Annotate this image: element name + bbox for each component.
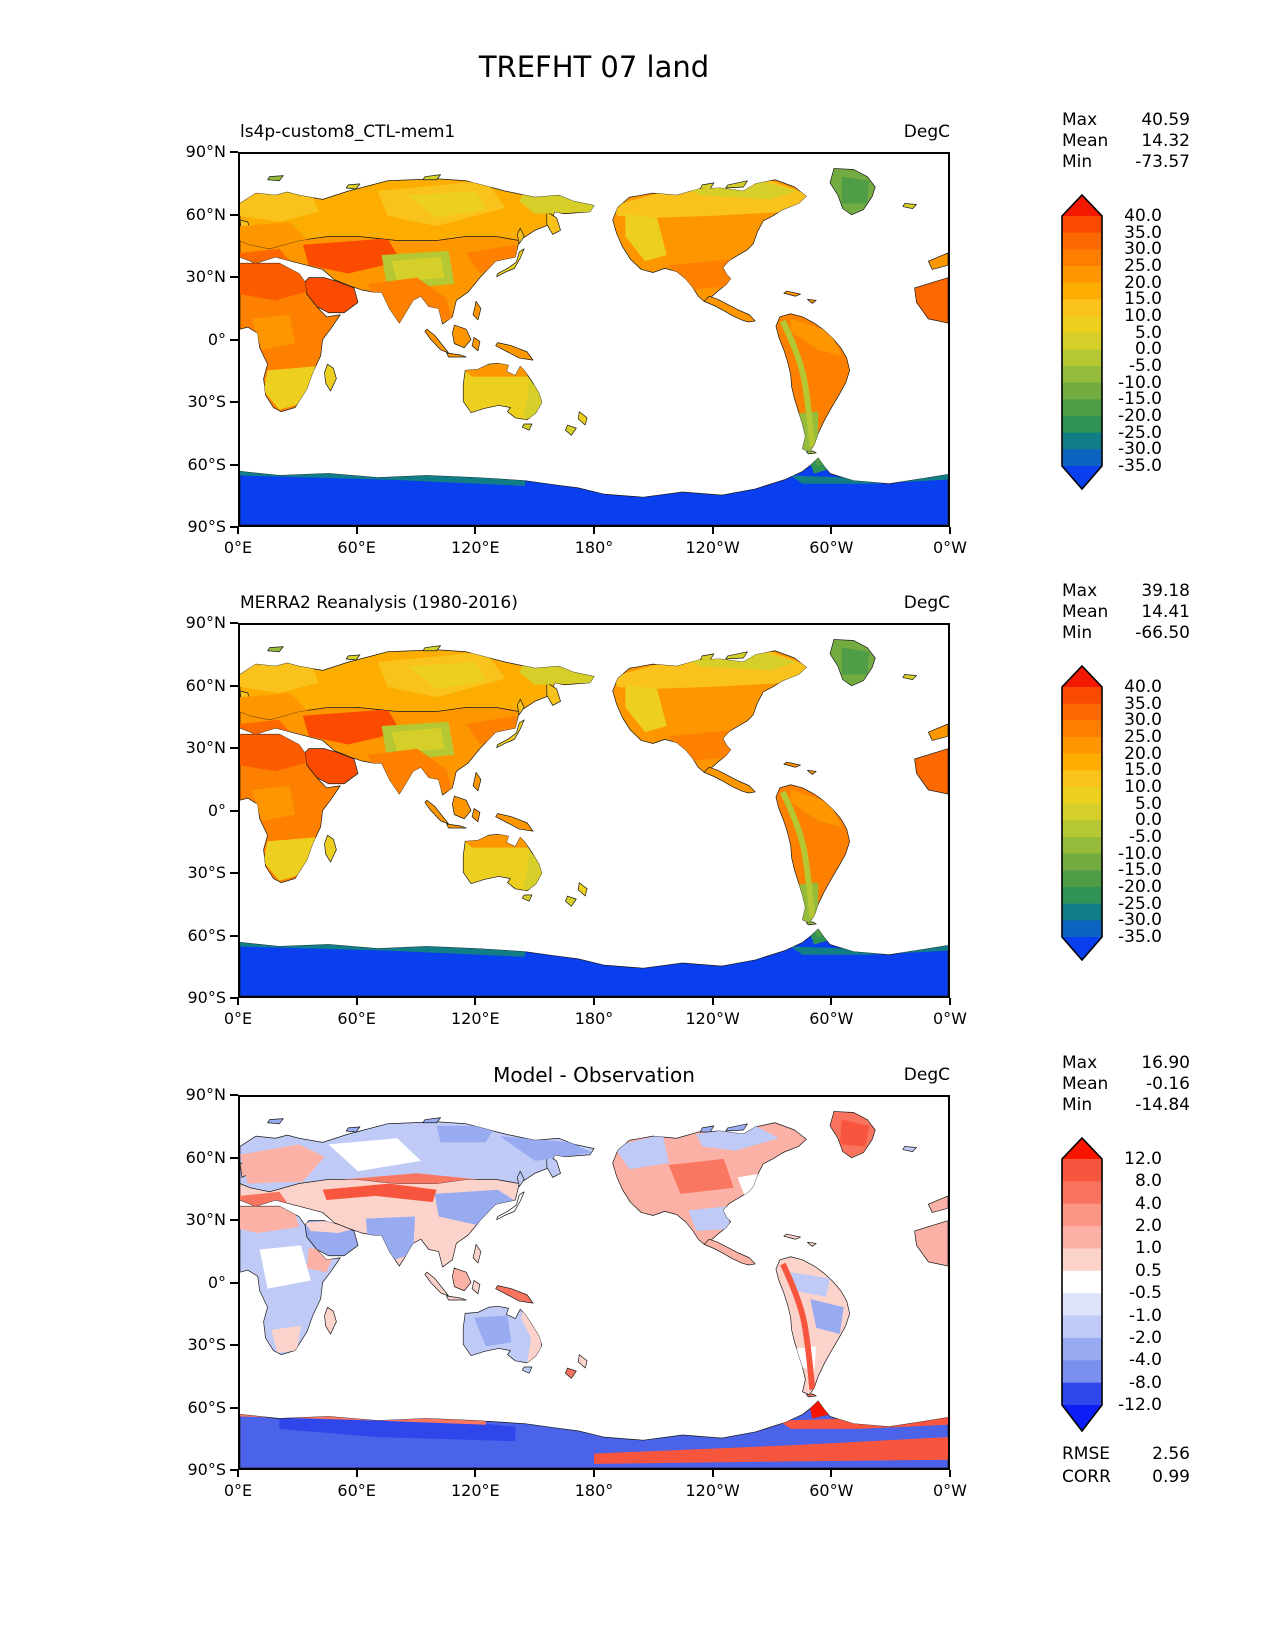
world-map	[240, 1097, 948, 1468]
y-tick-label: 30°S	[187, 863, 226, 882]
colorbar-tick-label: -35.0	[1118, 456, 1162, 476]
colorbar-tick-label: 0.0	[1134, 339, 1162, 360]
colorbar-tick-label: 10.0	[1124, 777, 1162, 797]
y-tick-label: 90°S	[187, 517, 226, 536]
y-tick-label: 90°N	[185, 142, 226, 161]
x-tick-mark	[356, 998, 358, 1005]
y-tick-mark	[230, 1407, 238, 1409]
panel-difference	[0, 1053, 1275, 1525]
stat-value: 40.59	[1141, 110, 1190, 130]
colorbar-tick-label: 35.0	[1124, 693, 1162, 714]
y-tick-mark	[230, 1094, 238, 1096]
units-label: DegC	[903, 1065, 950, 1085]
stat-row-max	[1062, 1053, 1190, 1074]
stat-label: Max	[1062, 581, 1098, 601]
x-tick-mark	[949, 1470, 951, 1477]
colorbar-gradient	[1060, 665, 1104, 961]
stat-label: Min	[1062, 623, 1093, 643]
colorbar-tick-label: -10.0	[1118, 843, 1162, 864]
x-tick-label: 60°W	[809, 1481, 854, 1500]
y-tick-label: 90°N	[185, 613, 226, 632]
x-tick-label: 180°	[574, 1481, 614, 1500]
x-tick-mark	[237, 527, 239, 534]
world-map	[240, 625, 948, 996]
colorbar-tick-label: -10.0	[1118, 372, 1162, 393]
y-tick-mark	[230, 872, 238, 874]
y-tick-label: 30°N	[185, 738, 226, 757]
y-tick-mark	[230, 151, 238, 153]
skill-scores	[1062, 1443, 1190, 1489]
colorbar-tick-label: -25.0	[1118, 893, 1162, 914]
y-tick-label: 30°S	[187, 392, 226, 411]
panel-title: ls4p-custom8_CTL-mem1	[240, 122, 456, 142]
stat-value: 2.56	[1152, 1444, 1190, 1464]
x-tick-label: 180°	[574, 538, 614, 557]
panel-model	[0, 110, 1275, 582]
x-tick-label: 60°E	[337, 1481, 376, 1500]
colorbar-tick-label: -20.0	[1118, 877, 1162, 897]
y-tick-label: 90°S	[187, 1460, 226, 1479]
colorbar-tick-label: -30.0	[1118, 910, 1162, 931]
colorbar-tick-label: -5.0	[1128, 827, 1162, 847]
colorbar-tick-label: -30.0	[1118, 439, 1162, 460]
colorbar-tick-label: 20.0	[1124, 743, 1162, 764]
stat-value: -66.50	[1135, 623, 1190, 643]
stat-row-mean	[1062, 1074, 1190, 1095]
stat-row-min	[1062, 1095, 1190, 1116]
x-tick-label: 0°W	[933, 538, 967, 557]
stat-label: RMSE	[1062, 1444, 1111, 1464]
x-tick-label: 60°W	[809, 538, 854, 557]
x-tick-mark	[474, 527, 476, 534]
y-tick-label: 60°N	[185, 1147, 226, 1167]
stat-label: Max	[1062, 1053, 1098, 1073]
x-tick-label: 0°W	[933, 1481, 967, 1500]
stat-row-mean	[1062, 131, 1190, 152]
colorbar-tick-label: -12.0	[1118, 1395, 1162, 1415]
colorbar-tick-label: 30.0	[1124, 710, 1162, 731]
x-tick-label: 60°E	[337, 1009, 376, 1028]
colorbar-tick-label: 10.0	[1124, 306, 1162, 326]
colorbar-tick-label: 35.0	[1124, 222, 1162, 243]
colorbar-tick-label: -5.0	[1128, 356, 1162, 376]
world-map	[240, 154, 948, 525]
units-label: DegC	[903, 122, 950, 142]
panel-reanalysis	[0, 581, 1275, 1053]
x-tick-label: 120°E	[451, 1481, 500, 1500]
y-tick-mark	[230, 214, 238, 216]
x-tick-mark	[474, 998, 476, 1005]
x-tick-mark	[712, 998, 714, 1005]
x-tick-label: 0°E	[223, 1481, 253, 1500]
stat-label: Max	[1062, 110, 1098, 130]
units-label: DegC	[903, 593, 950, 613]
stat-row-max	[1062, 110, 1190, 131]
stat-value: -14.84	[1135, 1095, 1190, 1115]
colorbar-tick-label: -15.0	[1118, 389, 1162, 410]
colorbar-tick-label: -2.0	[1128, 1327, 1162, 1348]
y-tick-mark	[230, 622, 238, 624]
x-tick-label: 0°W	[933, 1009, 967, 1028]
x-tick-mark	[830, 1470, 832, 1477]
x-tick-mark	[593, 1470, 595, 1477]
colorbar-tick-label: -25.0	[1118, 422, 1162, 443]
x-tick-label: 0°E	[223, 538, 253, 557]
y-tick-label: 30°N	[185, 267, 226, 286]
colorbar-tick-label: 40.0	[1124, 206, 1162, 226]
y-tick-mark	[230, 935, 238, 937]
colorbar-tick-label: 12.0	[1124, 1149, 1162, 1169]
panel-title: MERRA2 Reanalysis (1980-2016)	[240, 593, 518, 613]
stat-row-min	[1062, 152, 1190, 173]
y-tick-mark	[230, 747, 238, 749]
stat-row-rmse	[1062, 1443, 1190, 1466]
y-tick-mark	[230, 1157, 238, 1159]
y-tick-label: 0°	[207, 800, 226, 820]
colorbar-tick-label: 8.0	[1134, 1171, 1162, 1192]
colorbar-tick-label: 0.5	[1134, 1260, 1162, 1281]
colorbar-tick-label: -20.0	[1118, 406, 1162, 426]
y-tick-label: 60°S	[187, 925, 226, 945]
colorbar-tick-label: 0.0	[1134, 810, 1162, 831]
x-tick-label: 120°E	[451, 1009, 500, 1028]
stat-row-mean	[1062, 602, 1190, 623]
figure-title: TREFHT 07 land	[478, 50, 710, 84]
colorbar-tick-label: 1.0	[1134, 1238, 1162, 1259]
x-tick-mark	[237, 1470, 239, 1477]
colorbar-tick-label: -1.0	[1128, 1305, 1162, 1326]
colorbar-tick-label: 40.0	[1124, 677, 1162, 697]
colorbar-tick-label: 5.0	[1134, 793, 1162, 814]
x-tick-label: 120°W	[685, 538, 740, 557]
colorbar-tick-label: 25.0	[1124, 256, 1162, 276]
colorbar	[1060, 665, 1180, 961]
x-tick-mark	[712, 1470, 714, 1477]
colorbar-tick-label: 15.0	[1124, 289, 1162, 310]
x-tick-mark	[593, 527, 595, 534]
y-tick-mark	[230, 276, 238, 278]
colorbar-tick-label: 5.0	[1134, 322, 1162, 343]
y-tick-mark	[230, 685, 238, 687]
x-tick-label: 180°	[574, 1009, 614, 1028]
x-tick-mark	[712, 527, 714, 534]
x-tick-label: 120°W	[685, 1009, 740, 1028]
y-tick-label: 60°S	[187, 454, 226, 474]
colorbar-tick-label: 30.0	[1124, 239, 1162, 260]
x-tick-mark	[474, 1470, 476, 1477]
stat-label: Mean	[1062, 602, 1109, 622]
stats-block	[1062, 110, 1190, 173]
x-tick-label: 60°W	[809, 1009, 854, 1028]
colorbar	[1060, 1137, 1180, 1432]
colorbar-tick-label: -0.5	[1128, 1283, 1162, 1304]
x-tick-label: 0°E	[223, 1009, 253, 1028]
x-tick-mark	[356, 1470, 358, 1477]
y-tick-label: 60°N	[185, 204, 226, 224]
y-tick-mark	[230, 1282, 238, 1284]
stat-value: 16.90	[1141, 1053, 1190, 1073]
stats-block	[1062, 581, 1190, 644]
stat-label: Mean	[1062, 1074, 1109, 1094]
y-tick-label: 30°N	[185, 1210, 226, 1229]
x-tick-mark	[237, 998, 239, 1005]
y-tick-label: 90°S	[187, 988, 226, 1007]
stat-value: 14.32	[1141, 131, 1190, 151]
x-tick-label: 120°W	[685, 1481, 740, 1500]
stat-row-corr	[1062, 1466, 1190, 1489]
stat-row-max	[1062, 581, 1190, 602]
stats-block	[1062, 1053, 1190, 1116]
y-tick-mark	[230, 401, 238, 403]
x-tick-label: 60°E	[337, 538, 376, 557]
colorbar-gradient	[1060, 1137, 1104, 1432]
stat-value: -0.16	[1146, 1074, 1190, 1094]
x-tick-mark	[949, 527, 951, 534]
x-tick-mark	[830, 527, 832, 534]
colorbar-tick-label: -4.0	[1128, 1350, 1162, 1371]
y-tick-mark	[230, 1344, 238, 1346]
y-tick-mark	[230, 1219, 238, 1221]
colorbar-tick-label: 20.0	[1124, 272, 1162, 293]
stat-label: Min	[1062, 1095, 1093, 1115]
y-tick-label: 0°	[207, 1272, 226, 1292]
stat-label: Mean	[1062, 131, 1109, 151]
stat-value: 0.99	[1152, 1467, 1190, 1487]
colorbar-tick-label: 15.0	[1124, 760, 1162, 781]
map-plot	[238, 1095, 950, 1470]
colorbar-tick-label: 2.0	[1134, 1216, 1162, 1237]
x-tick-mark	[593, 998, 595, 1005]
colorbar	[1060, 194, 1180, 490]
y-tick-label: 30°S	[187, 1335, 226, 1354]
stat-label: CORR	[1062, 1467, 1111, 1487]
x-tick-mark	[949, 998, 951, 1005]
stat-value: -73.57	[1135, 152, 1190, 172]
stat-value: 14.41	[1141, 602, 1190, 622]
y-tick-mark	[230, 339, 238, 341]
y-tick-label: 90°N	[185, 1085, 226, 1104]
y-tick-label: 0°	[207, 329, 226, 349]
map-plot	[238, 152, 950, 527]
y-tick-label: 60°S	[187, 1397, 226, 1417]
colorbar-tick-label: 25.0	[1124, 727, 1162, 747]
colorbar-tick-label: 4.0	[1134, 1193, 1162, 1214]
stat-label: Min	[1062, 152, 1093, 172]
stat-value: 39.18	[1141, 581, 1190, 601]
colorbar-gradient	[1060, 194, 1104, 490]
x-tick-label: 120°E	[451, 538, 500, 557]
colorbar-tick-label: -8.0	[1128, 1372, 1162, 1393]
colorbar-tick-label: -15.0	[1118, 860, 1162, 881]
y-tick-mark	[230, 464, 238, 466]
x-tick-mark	[830, 998, 832, 1005]
panel-title: Model - Observation	[493, 1063, 695, 1087]
x-tick-mark	[356, 527, 358, 534]
map-plot	[238, 623, 950, 998]
colorbar-tick-label: -35.0	[1118, 927, 1162, 947]
y-tick-mark	[230, 810, 238, 812]
y-tick-label: 60°N	[185, 675, 226, 695]
stat-row-min	[1062, 623, 1190, 644]
